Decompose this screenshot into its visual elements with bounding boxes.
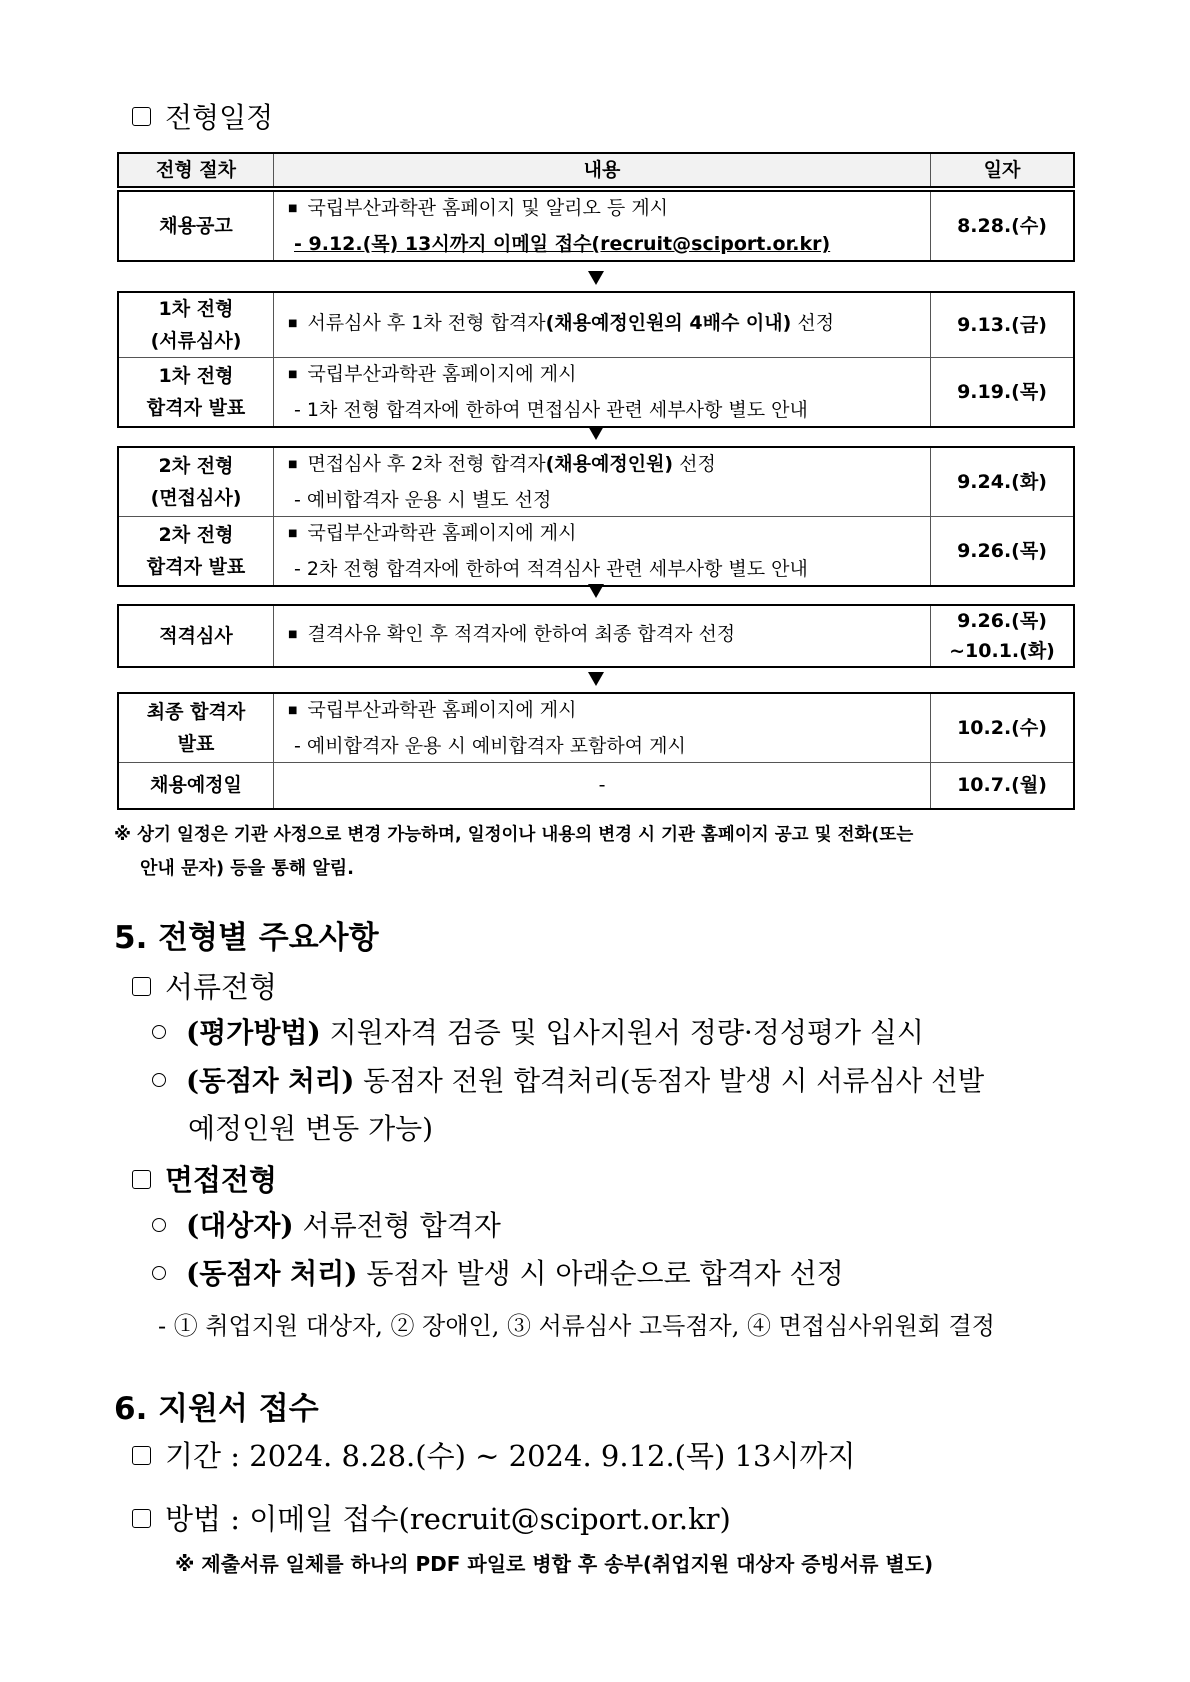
interview-item-tie: (동점자 처리) 동점자 발생 시 아래순으로 합격자 선정	[152, 1250, 844, 1298]
down-arrow-icon	[588, 426, 604, 440]
stage-name: 채용공고	[118, 191, 274, 261]
header-procedure: 전형 절차	[118, 153, 274, 187]
interview-tie-order: - ① 취업지원 대상자, ② 장애인, ③ 서류심사 고득점자, ④ 면접심사위원회 결정	[158, 1312, 995, 1340]
stage-date: 10.2.(수)	[931, 693, 1075, 763]
stage-content: ■ 국립부산과학관 홈페이지에 게시 - 1차 전형 합격자에 한하여 면접심사 관련 세부사항 별도 안내	[274, 358, 931, 428]
square-bullet-icon	[132, 1509, 151, 1528]
bullet-icon: ■	[288, 528, 298, 539]
square-bullet-icon	[132, 1446, 151, 1465]
interview-heading: 면접전형	[132, 1158, 277, 1199]
down-arrow-icon	[588, 584, 604, 598]
schedule-announce-table	[117, 190, 1075, 262]
stage-content: ■ 결격사유 확인 후 적격자에 한하여 최종 합격자 선정	[274, 605, 931, 667]
schedule-stage1-table	[117, 291, 1075, 428]
doc-item-evaluation: (평가방법) 지원자격 검증 및 입사지원서 정량·정성평가 실시	[152, 1009, 924, 1057]
stage-name: 2차 전형 (면접심사)	[118, 447, 274, 517]
stage-date: 9.26.(목)	[931, 517, 1075, 587]
schedule-verify-table	[117, 604, 1075, 668]
bullet-icon: ■	[288, 629, 298, 640]
square-bullet-icon	[132, 107, 151, 126]
stage-name: 최종 합격자 발표	[118, 693, 274, 763]
stage-date: 9.13.(금)	[931, 292, 1075, 358]
application-method: 방법 : 이메일 접수(recruit@sciport.or.kr)	[132, 1497, 731, 1538]
square-bullet-icon	[132, 977, 151, 996]
bullet-icon: ■	[288, 705, 298, 716]
stage-date: 9.26.(목) ~10.1.(화)	[931, 605, 1075, 667]
bullet-icon: ■	[288, 369, 298, 380]
application-period: 기간 : 2024. 8.28.(수) ~ 2024. 9.12.(목) 13시까지	[132, 1434, 856, 1475]
stage-content: -	[274, 763, 931, 809]
stage-name: 1차 전형 합격자 발표	[118, 358, 274, 428]
bullet-icon: ■	[288, 459, 298, 470]
stage-content: ■ 국립부산과학관 홈페이지에 게시 - 예비합격자 운용 시 예비합격자 포함하여 게시	[274, 693, 931, 763]
section6-title: 6. 지원서 접수	[114, 1391, 319, 1427]
circle-bullet-icon	[152, 1025, 166, 1039]
circle-bullet-icon	[152, 1266, 166, 1280]
section5-title: 5. 전형별 주요사항	[114, 920, 379, 956]
interview-item-target: (대상자) 서류전형 합격자	[152, 1202, 501, 1250]
doc-item-tie: (동점자 처리) 동점자 전원 합격처리(동점자 발생 시 서류심사 선발	[152, 1057, 984, 1105]
stage-name: 2차 전형 합격자 발표	[118, 517, 274, 587]
bullet-icon: ■	[288, 203, 298, 214]
stage-date: 10.7.(월)	[931, 763, 1075, 809]
doc-screening-heading: 서류전형	[132, 965, 277, 1006]
square-bullet-icon	[132, 1170, 151, 1189]
stage-name: 적격심사	[118, 605, 274, 667]
bullet-icon: ■	[288, 318, 298, 329]
schedule-heading: 전형일정	[132, 96, 273, 136]
stage-date: 8.28.(수)	[931, 191, 1075, 261]
down-arrow-icon	[588, 672, 604, 686]
stage-content: ■ 서류심사 후 1차 전형 합격자(채용예정인원의 4배수 이내) 선정	[274, 292, 931, 358]
stage-date: 9.19.(목)	[931, 358, 1075, 428]
stage-date: 9.24.(화)	[931, 447, 1075, 517]
stage-content: ■ 국립부산과학관 홈페이지에 게시 - 2차 전형 합격자에 한하여 적격심사 관련 세부사항 별도 안내	[274, 517, 931, 587]
circle-bullet-icon	[152, 1218, 166, 1232]
stage-content: ■ 면접심사 후 2차 전형 합격자(채용예정인원) 선정 - 예비합격자 운용 시 별도 선정	[274, 447, 931, 517]
down-arrow-icon	[588, 271, 604, 285]
schedule-final-table	[117, 692, 1075, 810]
header-date: 일자	[931, 153, 1075, 187]
header-content: 내용	[274, 153, 931, 187]
application-note: ※ 제출서류 일체를 하나의 PDF 파일로 병합 후 송부(취업지원 대상자 증빙서류 별도)	[175, 1552, 934, 1576]
schedule-stage2-table	[117, 446, 1075, 587]
circle-bullet-icon	[152, 1073, 166, 1087]
schedule-header-table	[117, 152, 1075, 188]
stage-name: 채용예정일	[118, 763, 274, 809]
doc-item-tie-cont: 예정인원 변동 가능)	[188, 1112, 434, 1145]
stage-name: 1차 전형 (서류심사)	[118, 292, 274, 358]
stage-content: ■ 국립부산과학관 홈페이지 및 알리오 등 게시 - 9.12.(목) 13시까지 이메일 접수(recruit@sciport.or.kr)	[274, 191, 931, 261]
schedule-note: ※ 상기 일정은 기관 사정으로 변경 가능하며, 일정이나 내용의 변경 시 기관 홈페이지 공고 및 전화(또는 안내 문자) 등을 통해 알림.	[114, 825, 914, 879]
